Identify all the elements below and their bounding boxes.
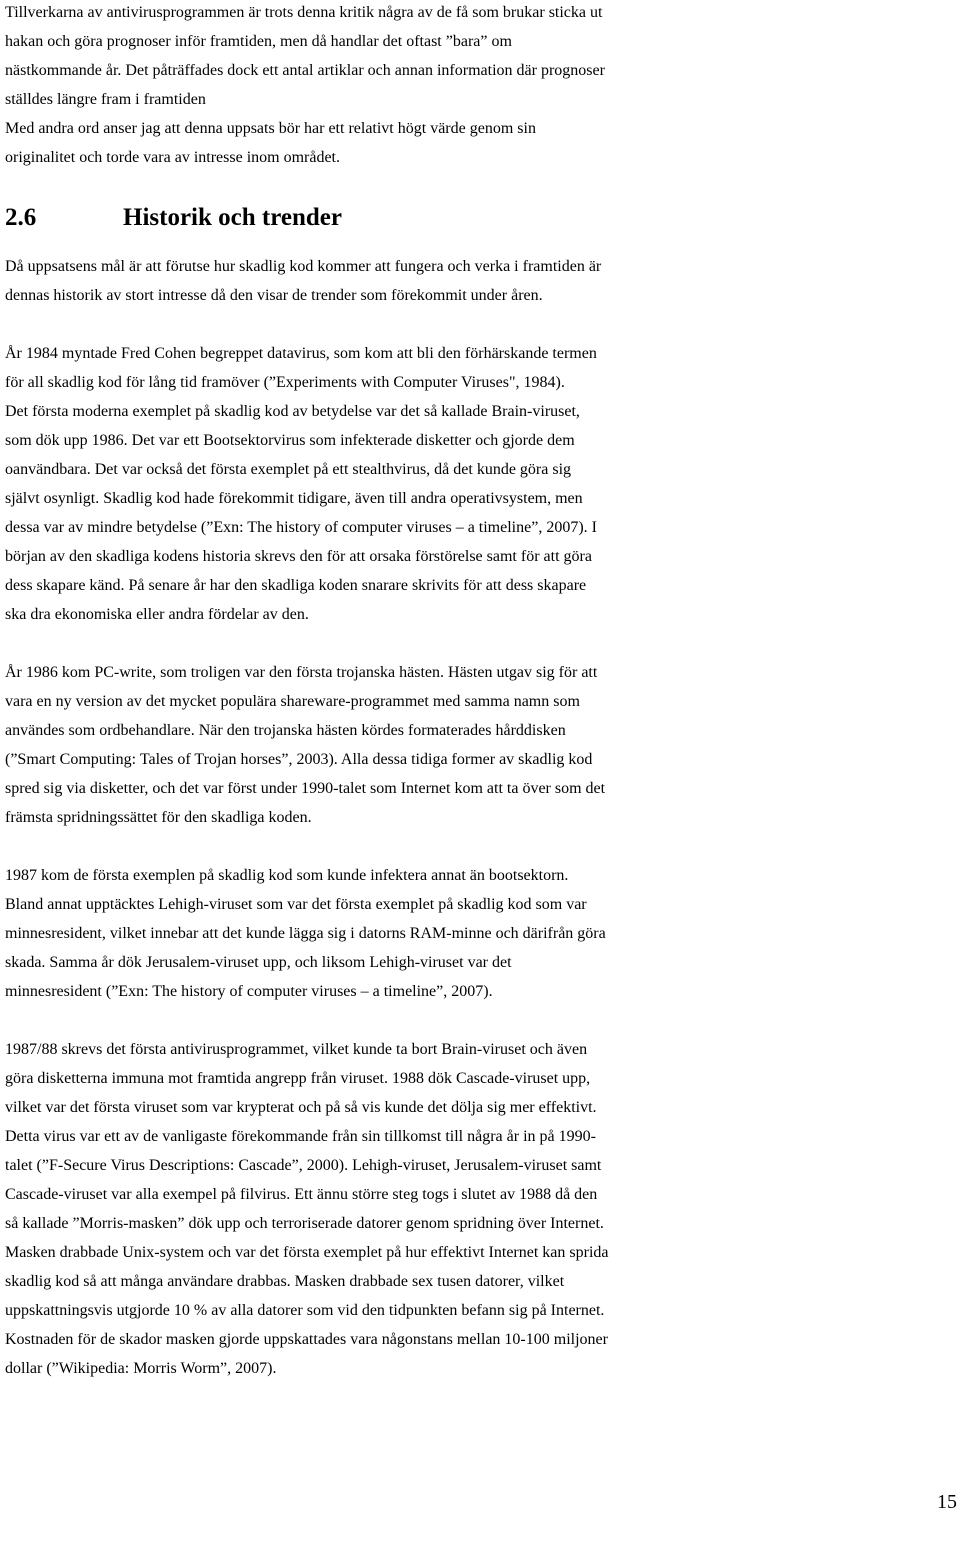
section-title: Historik och trender [123, 204, 342, 231]
text-line: År 1984 myntade Fred Cohen begreppet datavirus, som kom att bli den förhärskande termen [5, 345, 597, 362]
body-paragraph [5, 339, 960, 629]
text-line: vara en ny version av det mycket populära shareware-programmet med samma namn som [5, 693, 580, 710]
text-line: 1987 kom de första exemplen på skadlig kod som kunde infektera annat än bootsektorn. [5, 867, 569, 884]
text-line: Då uppsatsens mål är att förutse hur skadlig kod kommer att fungera och verka i framtiden är [5, 258, 602, 275]
text-line: användes som ordbehandlare. När den trojanska hästen kördes formaterades hårddisken [5, 722, 566, 739]
text-line: originalitet och torde vara av intresse inom området. [5, 149, 340, 166]
text-line: för all skadlig kod för lång tid framöver (”Experiments with Computer Viruses", 1984). [5, 374, 565, 391]
text-line: dennas historik av stort intresse då den visar de trender som förekommit under åren. [5, 287, 543, 304]
text-line: självt osynligt. Skadlig kod hade förekommit tidigare, även till andra operativsystem, men [5, 490, 583, 507]
text-line: som dök upp 1986. Det var ett Bootsektorvirus som infekterade disketter och gjorde dem [5, 432, 575, 449]
text-line: minnesresident (”Exn: The history of computer viruses – a timeline”, 2007). [5, 983, 493, 1000]
text-line: skadlig kod så att många användare drabbas. Masken drabbade sex tusen datorer, vilket [5, 1273, 565, 1290]
text-line: Med andra ord anser jag att denna uppsats bör har ett relativt högt värde genom sin [5, 120, 536, 137]
text-line: dessa var av mindre betydelse (”Exn: The history of computer viruses – a timeline”, 2007). I [5, 519, 597, 536]
text-line: oanvändbara. Det var också det första exemplet på ett stealthvirus, då det kunde göra sig [5, 461, 572, 478]
text-line: Masken drabbade Unix-system och var det första exemplet på hur effektivt Internet kan sprida [5, 1244, 609, 1261]
text-line: Det första moderna exemplet på skadlig kod av betydelse var det så kallade Brain-viruset, [5, 403, 580, 420]
text-line: Kostnaden för de skador masken gjorde uppskattades vara någonstans mellan 10-100 miljoner [5, 1331, 608, 1348]
intro-paragraph [5, 0, 960, 114]
text-line: Detta virus var ett av de vanligaste förekommande från sin tillkomst till några år in på 1990- [5, 1128, 596, 1145]
text-line: vilket var det första viruset som var krypterat och på så vis kunde det dölja sig mer effektivt. [5, 1099, 597, 1116]
text-line: ställdes längre fram i framtiden [5, 91, 206, 108]
page-number: 15 [937, 1491, 957, 1513]
text-line: hakan och göra prognoser inför framtiden, men då handlar det oftast ”bara” om [5, 33, 512, 50]
page-content [5, 0, 960, 1383]
text-line: Cascade-viruset var alla exempel på filvirus. Ett ännu större steg togs i slutet av 1988 då den [5, 1186, 598, 1203]
text-line: främsta spridningssättet för den skadliga koden. [5, 809, 312, 826]
section-number: 2.6 [5, 204, 37, 231]
text-line: spred sig via disketter, och det var först under 1990-talet som Internet kom att ta över som det [5, 780, 606, 797]
section-heading [5, 202, 960, 234]
text-line: minnesresident, vilket innebar att det kunde lägga sig i datorns RAM-minne och därifrån göra [5, 925, 606, 942]
text-line: 1987/88 skrevs det första antivirusprogrammet, vilket kunde ta bort Brain-viruset och även [5, 1041, 588, 1058]
body-paragraph [5, 658, 960, 832]
text-line: dess skapare känd. På senare år har den skadliga koden snarare skrivits för att dess skapare [5, 577, 587, 594]
text-line: ska dra ekonomiska eller andra fördelar av den. [5, 606, 309, 623]
text-line: så kallade ”Morris-masken” dök upp och terroriserade datorer genom spridning över Internet. [5, 1215, 604, 1232]
text-line: talet (”F-Secure Virus Descriptions: Cascade”, 2000). Lehigh-viruset, Jerusalem-viruset samt [5, 1157, 602, 1174]
text-line: början av den skadliga kodens historia skrevs den för att orsaka förstörelse samt för att göra [5, 548, 592, 565]
text-line: (”Smart Computing: Tales of Trojan horses”, 2003). Alla dessa tidiga former av skadlig kod [5, 751, 593, 768]
text-line: dollar (”Wikipedia: Morris Worm”, 2007). [5, 1360, 277, 1377]
body-paragraph [5, 252, 960, 310]
text-line: År 1986 kom PC-write, som troligen var den första trojanska hästen. Hästen utgav sig för att [5, 664, 598, 681]
text-line: skada. Samma år dök Jerusalem-viruset upp, och liksom Lehigh-viruset var det [5, 954, 512, 971]
body-paragraph [5, 1035, 960, 1383]
text-line: uppskattningsvis utgjorde 10 % av alla datorer som vid den tidpunkten befann sig på Internet. [5, 1302, 605, 1319]
text-line: göra disketterna immuna mot framtida angrepp från viruset. 1988 dök Cascade-viruset upp, [5, 1070, 591, 1087]
text-line: nästkommande år. Det påträffades dock ett antal artiklar och annan information där prognoser [5, 62, 605, 79]
text-line: Bland annat upptäcktes Lehigh-viruset som var det första exemplet på skadlig kod som var [5, 896, 587, 913]
body-paragraph [5, 861, 960, 1006]
conclusion-paragraph [5, 114, 960, 172]
text-line: Tillverkarna av antivirusprogrammen är trots denna kritik några av de få som brukar sticka ut [5, 4, 603, 21]
